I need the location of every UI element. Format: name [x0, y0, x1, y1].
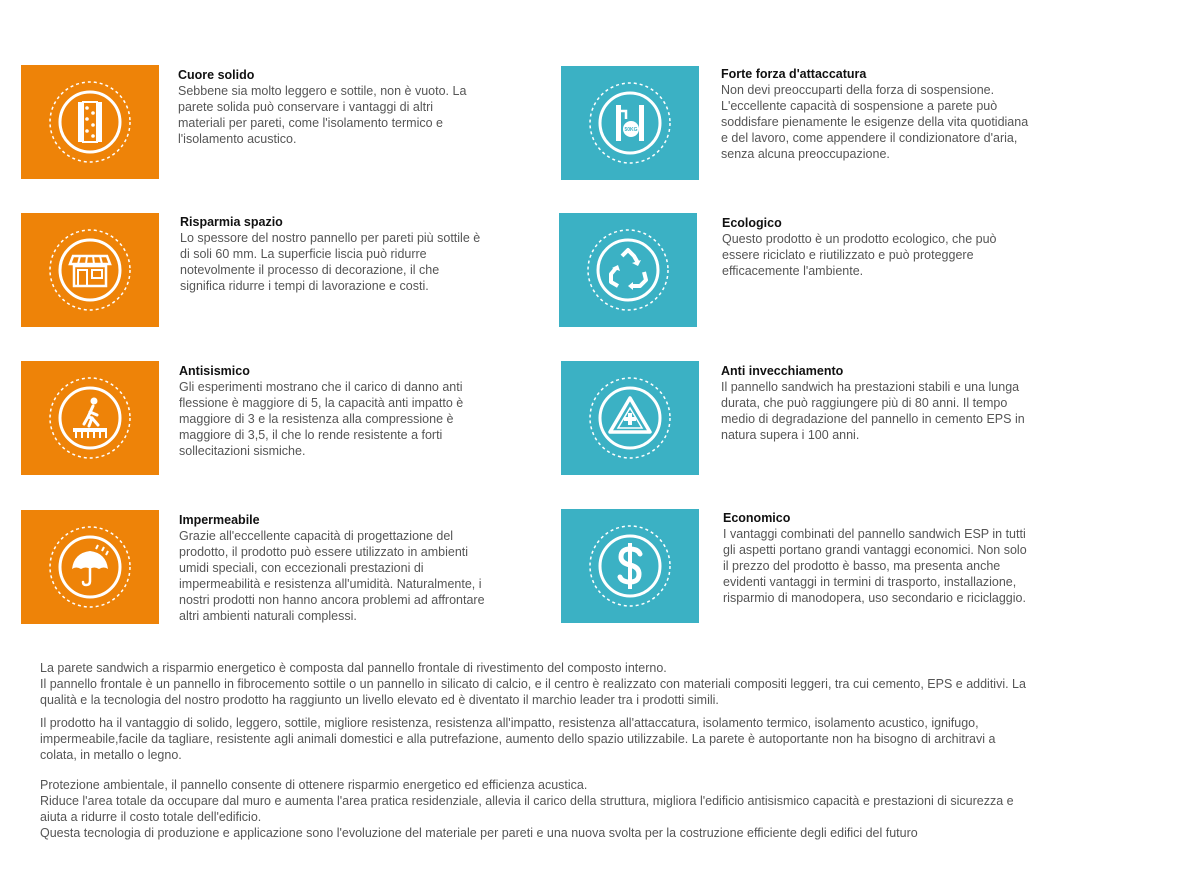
- anti-aging-title: Anti invecchiamento: [721, 364, 844, 378]
- holding-force-title: Forte forza d'attaccatura: [721, 67, 867, 81]
- anti-seismic-title: Antisismico: [179, 364, 250, 378]
- solid-core-text: [178, 67, 508, 147]
- solid-core-line: Sebbene sia molto leggero e sottile, non è vuoto. La: [178, 84, 467, 98]
- waterproof-line: altri ambienti naturali complessi.: [179, 609, 357, 623]
- economic-line: il prezzo del prodotto è basso, ma presenta anche: [723, 559, 1001, 573]
- anti-seismic-line: flessione è maggiore di 5, la capacità anti impatto è: [179, 396, 464, 410]
- recycle-icon: [578, 220, 678, 320]
- economic-text: [723, 510, 1053, 606]
- waterproof-line: nostri prodotti non hanno ancora problemi ad affrontare: [179, 593, 485, 607]
- space-saving-text: [180, 214, 510, 294]
- paragraph-line: La parete sandwich a risparmio energetico è composta dal pannello frontale di rivestimento del composto interno.: [40, 661, 667, 675]
- paragraph-line: Il prodotto ha il vantaggio di solido, leggero, sottile, migliore resistenza, resistenza all'impatto, resistenza all'attaccatura, isolamento termico, isolamento acustico, ignifugo,: [40, 716, 979, 730]
- solid-core-title: Cuore solido: [178, 68, 255, 82]
- space-saving-line: significa ridurre i tempi di lavorazione e costi.: [180, 279, 429, 293]
- waterproof-line: umidi speciali, con eccezionali prestazioni di: [179, 561, 424, 575]
- ecological-line: essere riciclato e riutilizzato e può proteggere: [722, 248, 974, 262]
- paragraph-line: Protezione ambientale, il pannello consente di ottenere risparmio energetico ed efficienza acustica.: [40, 778, 588, 792]
- space-saving-title: Risparmia spazio: [180, 215, 283, 229]
- economic-line: evidenti vantaggi in termini di trasporto, installazione,: [723, 575, 1017, 589]
- waterproof-line: prodotto, il prodotto può essere utilizzato in ambienti: [179, 545, 469, 559]
- paragraph-line: qualità e la tecnologia del nostro prodotto ha raggiunto un livello elevato ed è diventato il marchio leader tra i prodotti simili.: [40, 693, 719, 707]
- space-saving-tile: [21, 213, 159, 327]
- holding-force-line: L'eccellente capacità di sospensione a parete può: [721, 99, 998, 113]
- economic-title: Economico: [723, 511, 791, 525]
- paragraph-line: impermeabile,facile da tagliare, resistente agli animali domestici e alla putrefazione, aumento dello spazio utilizzabile. La parete è autoportante non ha bisogno di architravi a: [40, 732, 996, 746]
- ecological-line: efficacemente l'ambiente.: [722, 264, 864, 278]
- anti-seismic-text: [179, 363, 509, 459]
- anti-seismic-line: maggiore di 3,5, il che lo rende resistente a forti: [179, 428, 443, 442]
- economic-tile: [561, 509, 699, 623]
- triangle-plus-icon: [580, 368, 680, 468]
- anti-seismic-line: sollecitazioni sismiche.: [179, 444, 306, 458]
- wall-hook-icon: [580, 73, 680, 173]
- dollar-icon: [580, 516, 680, 616]
- holding-force-line: e del lavoro, come appendere il condizionatore d'aria,: [721, 131, 1018, 145]
- paragraph-advantages: [40, 715, 1090, 763]
- waterproof-line: impermeabilità e resistenza all'umidità. Naturalmente, i: [179, 577, 482, 591]
- anti-aging-tile: [561, 361, 699, 475]
- ecological-tile: [559, 213, 697, 327]
- ecological-title: Ecologico: [722, 216, 782, 230]
- space-saving-line: notevolmente il processo di decorazione, il che: [180, 263, 440, 277]
- economic-line: risparmio di manodopera, uso secondario e riciclaggio.: [723, 591, 1026, 605]
- waterproof-line: Grazie all'eccellente capacità di progettazione del: [179, 529, 454, 543]
- paragraph-environment: [40, 777, 1090, 841]
- storefront-icon: [40, 220, 140, 320]
- wall-panel-icon: [40, 72, 140, 172]
- anti-seismic-tile: [21, 361, 159, 475]
- anti-aging-line: Il pannello sandwich ha prestazioni stabili e una lunga: [721, 380, 1020, 394]
- holding-force-text: [721, 66, 1051, 162]
- umbrella-icon: [40, 517, 140, 617]
- solid-core-line: l'isolamento acustico.: [178, 132, 297, 146]
- holding-force-tile: [561, 66, 699, 180]
- ecological-line: Questo prodotto è un prodotto ecologico, che può: [722, 232, 997, 246]
- paragraph-line: colata, in metallo o legno.: [40, 748, 182, 762]
- space-saving-line: Lo spessore del nostro pannello per pareti più sottile è: [180, 231, 481, 245]
- anti-seismic-line: maggiore di 3 e la resistenza alla compressione è: [179, 412, 454, 426]
- holding-force-line: Non devi preoccuparti della forza di sospensione.: [721, 83, 995, 97]
- space-saving-line: di soli 60 mm. La superficie liscia può ridurre: [180, 247, 427, 261]
- economic-line: gli aspetti portano grandi vantaggi economici. Non solo: [723, 543, 1027, 557]
- paragraph-line: aiuta a ridurre il costo totale dell'edificio.: [40, 810, 262, 824]
- ecological-text: [722, 215, 1052, 279]
- paragraph-line: Il pannello frontale è un pannello in fibrocemento sottile o un pannello in silicato di calcio, e il centro è realizzato con materiali compositi leggeri, tra cui cemento, EPS e additivi. La: [40, 677, 1026, 691]
- anti-aging-text: [721, 363, 1051, 443]
- solid-core-line: parete solida può conservare i vantaggi di altri: [178, 100, 434, 114]
- person-on-panel-icon: [40, 368, 140, 468]
- waterproof-title: Impermeabile: [179, 513, 260, 527]
- waterproof-tile: [21, 510, 159, 624]
- solid-core-line: materiali per pareti, come l'isolamento termico e: [178, 116, 443, 130]
- paragraph-line: Riduce l'area totale da occupare dal muro e aumenta l'area pratica residenziale, allevia il carico della struttura, migliora l'edificio antisismico capacità e prestazioni di sicurezza e: [40, 794, 1014, 808]
- anti-aging-line: durata, che può raggiungere più di 80 anni. Il tempo: [721, 396, 1008, 410]
- weight-label: 50KG: [624, 127, 638, 133]
- holding-force-line: soddisfare pienamente le esigenze della vita quotidiana: [721, 115, 1029, 129]
- anti-seismic-line: Gli esperimenti mostrano che il carico di danno anti: [179, 380, 463, 394]
- anti-aging-line: natura supera i 100 anni.: [721, 428, 860, 442]
- paragraph-composition: [40, 660, 1090, 708]
- solid-core-tile: [21, 65, 159, 179]
- anti-aging-line: medio di degradazione del pannello in cemento EPS in: [721, 412, 1025, 426]
- paragraph-line: Questa tecnologia di produzione e applicazione sono l'evoluzione del materiale per pareti e una nuova svolta per la costruzione efficiente degli edifici del futuro: [40, 826, 918, 840]
- waterproof-text: [179, 512, 509, 624]
- holding-force-line: senza alcuna preoccupazione.: [721, 147, 890, 161]
- economic-line: I vantaggi combinati del pannello sandwich ESP in tutti: [723, 527, 1026, 541]
